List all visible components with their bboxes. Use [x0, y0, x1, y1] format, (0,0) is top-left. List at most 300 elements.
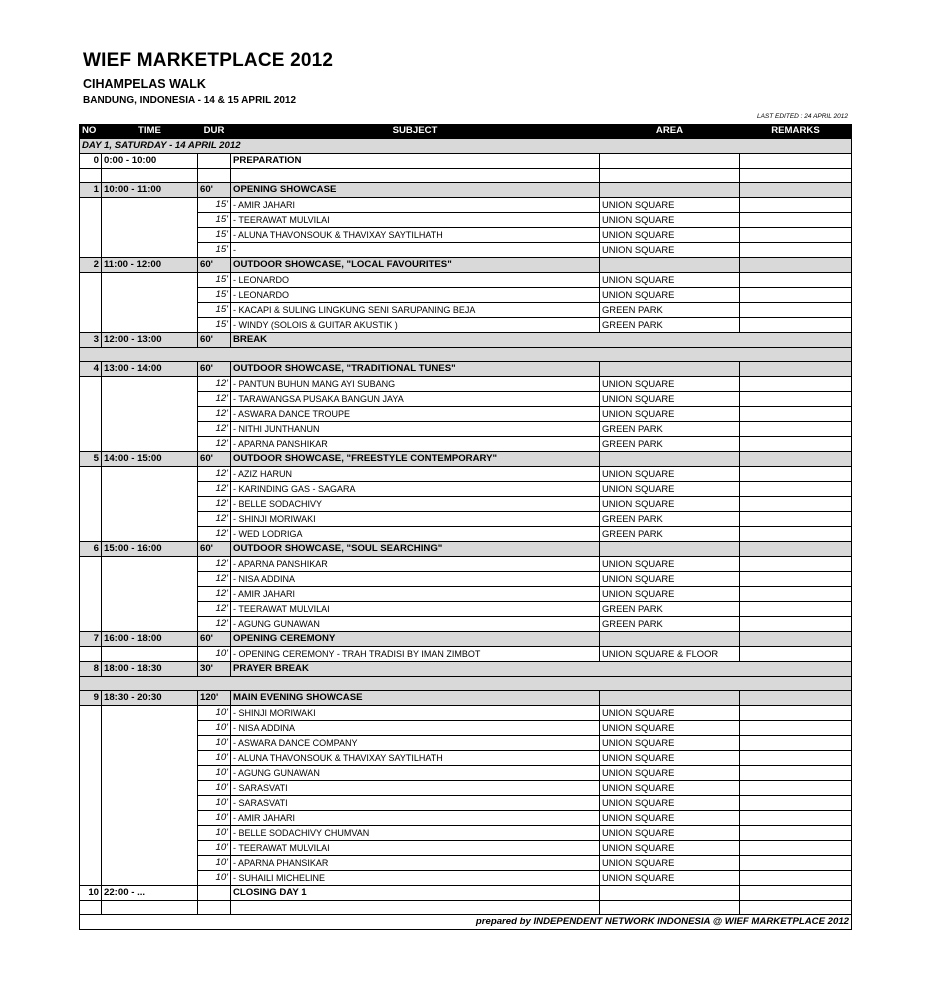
performance-subject: - KACAPI & SULING LINGKUNG SENI SARUPANING BEJA: [231, 303, 600, 318]
session-row: [80, 662, 852, 677]
performance-subject: -: [231, 243, 600, 258]
performance-subject: - TEERAWAT MULVILAI: [231, 841, 600, 856]
performance-subject: - WED LODRIGA: [231, 527, 600, 542]
performance-duration: 12': [198, 617, 231, 632]
col-header-subject: SUBJECT: [231, 124, 600, 139]
blank-no-cell: [80, 751, 102, 766]
performance-remarks: [740, 407, 852, 422]
performance-area: UNION SQUARE: [600, 781, 740, 796]
performance-remarks: [740, 557, 852, 572]
performance-duration: 10': [198, 751, 231, 766]
spacer-row: [80, 169, 852, 183]
blank-time-cell: [102, 736, 198, 751]
session-number: 9: [80, 691, 102, 706]
performance-area: UNION SQUARE: [600, 497, 740, 512]
performance-duration: 10': [198, 796, 231, 811]
blank-no-cell: [80, 407, 102, 422]
last-edited-note: LAST EDITED : 24 APRIL 2012: [756, 113, 848, 120]
session-area: [600, 362, 740, 377]
performance-duration: 12': [198, 407, 231, 422]
blank-time-cell: [102, 527, 198, 542]
blank-time-cell: [102, 288, 198, 303]
performance-area: UNION SQUARE: [600, 213, 740, 228]
performance-subject: - BELLE SODACHIVY: [231, 497, 600, 512]
performance-duration: 10': [198, 647, 231, 662]
session-duration: 120': [198, 691, 231, 706]
performance-row: [80, 422, 852, 437]
spacer-row: [80, 901, 852, 915]
performance-subject: - AGUNG GUNAWAN: [231, 617, 600, 632]
col-header-area: AREA: [600, 124, 740, 139]
performance-row: [80, 437, 852, 452]
performance-duration: 12': [198, 377, 231, 392]
performance-remarks: [740, 811, 852, 826]
performance-area: UNION SQUARE: [600, 557, 740, 572]
performance-area: UNION SQUARE: [600, 572, 740, 587]
session-area: [600, 183, 740, 198]
performance-subject: - PANTUN BUHUN MANG AYI SUBANG: [231, 377, 600, 392]
session-time: 18:00 - 18:30: [102, 662, 198, 677]
session-remarks: [740, 452, 852, 467]
session-time: 14:00 - 15:00: [102, 452, 198, 467]
performance-row: [80, 602, 852, 617]
performance-remarks: [740, 766, 852, 781]
session-time: 16:00 - 18:00: [102, 632, 198, 647]
performance-row: [80, 587, 852, 602]
performance-duration: 10': [198, 766, 231, 781]
performance-subject: - ALUNA THAVONSOUK & THAVIXAY SAYTILHATH: [231, 751, 600, 766]
session-number: 8: [80, 662, 102, 677]
performance-duration: 12': [198, 422, 231, 437]
blank-time-cell: [102, 841, 198, 856]
performance-duration: 10': [198, 781, 231, 796]
blank-no-cell: [80, 243, 102, 258]
performance-duration: 15': [198, 273, 231, 288]
performance-area: UNION SQUARE: [600, 198, 740, 213]
spacer-cell: [600, 901, 740, 915]
performance-area: UNION SQUARE: [600, 736, 740, 751]
session-area: [600, 452, 740, 467]
blank-no-cell: [80, 871, 102, 886]
session-area: [600, 258, 740, 273]
blank-time-cell: [102, 826, 198, 841]
performance-area: GREEN PARK: [600, 512, 740, 527]
performance-remarks: [740, 871, 852, 886]
performance-remarks: [740, 826, 852, 841]
session-time: 11:00 - 12:00: [102, 258, 198, 273]
blank-time-cell: [102, 213, 198, 228]
performance-row: [80, 721, 852, 736]
blank-time-cell: [102, 721, 198, 736]
venue-name: CIHAMPELAS WALK: [83, 77, 206, 91]
performance-duration: 10': [198, 856, 231, 871]
blank-time-cell: [102, 392, 198, 407]
performance-row: [80, 647, 852, 662]
blank-time-cell: [102, 811, 198, 826]
blank-no-cell: [80, 497, 102, 512]
blank-time-cell: [102, 482, 198, 497]
performance-remarks: [740, 796, 852, 811]
performance-area: UNION SQUARE: [600, 856, 740, 871]
document-title: WIEF MARKETPLACE 2012: [83, 50, 334, 71]
location-dates: BANDUNG, INDONESIA - 14 & 15 APRIL 2012: [83, 95, 297, 106]
session-subject: PREPARATION: [231, 154, 600, 169]
blank-no-cell: [80, 617, 102, 632]
session-area: [600, 886, 740, 901]
performance-subject: - APARNA PANSHIKAR: [231, 437, 600, 452]
performance-row: [80, 273, 852, 288]
performance-subject: - OPENING CEREMONY - TRAH TRADISI BY IMAN ZIMBOT: [231, 647, 600, 662]
spacer-cell: [740, 901, 852, 915]
performance-subject: - ASWARA DANCE COMPANY: [231, 736, 600, 751]
spacer-cell: [740, 169, 852, 183]
session-remarks: [740, 258, 852, 273]
performance-row: [80, 407, 852, 422]
performance-remarks: [740, 422, 852, 437]
performance-row: [80, 318, 852, 333]
blank-no-cell: [80, 826, 102, 841]
blank-no-cell: [80, 856, 102, 871]
blank-time-cell: [102, 407, 198, 422]
blank-time-cell: [102, 587, 198, 602]
blank-no-cell: [80, 198, 102, 213]
spacer-cell: [231, 169, 600, 183]
performance-area: UNION SQUARE: [600, 243, 740, 258]
performance-duration: 15': [198, 288, 231, 303]
blank-time-cell: [102, 198, 198, 213]
performance-row: [80, 198, 852, 213]
session-time: 13:00 - 14:00: [102, 362, 198, 377]
performance-area: GREEN PARK: [600, 422, 740, 437]
performance-area: GREEN PARK: [600, 602, 740, 617]
session-subject: OUTDOOR SHOWCASE, "SOUL SEARCHING": [231, 542, 600, 557]
performance-remarks: [740, 273, 852, 288]
performance-subject: - NISA ADDINA: [231, 572, 600, 587]
session-row: [80, 886, 852, 901]
performance-row: [80, 527, 852, 542]
blank-time-cell: [102, 781, 198, 796]
performance-subject: - SARASVATI: [231, 781, 600, 796]
session-time: 15:00 - 16:00: [102, 542, 198, 557]
blank-time-cell: [102, 318, 198, 333]
blank-time-cell: [102, 557, 198, 572]
blank-time-cell: [102, 856, 198, 871]
performance-row: [80, 617, 852, 632]
performance-duration: 15': [198, 318, 231, 333]
performance-duration: 12': [198, 602, 231, 617]
session-time: 12:00 - 13:00: [102, 333, 198, 348]
performance-remarks: [740, 572, 852, 587]
spacer-cell: [80, 677, 852, 691]
performance-row: [80, 482, 852, 497]
performance-remarks: [740, 377, 852, 392]
session-subject: OPENING CEREMONY: [231, 632, 600, 647]
performance-duration: 15': [198, 303, 231, 318]
session-number: 6: [80, 542, 102, 557]
performance-row: [80, 751, 852, 766]
session-area: [600, 632, 740, 647]
blank-no-cell: [80, 377, 102, 392]
performance-area: UNION SQUARE: [600, 467, 740, 482]
session-remarks: [740, 183, 852, 198]
performance-area: GREEN PARK: [600, 318, 740, 333]
blank-time-cell: [102, 243, 198, 258]
session-area: [600, 154, 740, 169]
blank-no-cell: [80, 482, 102, 497]
performance-duration: 12': [198, 512, 231, 527]
performance-remarks: [740, 243, 852, 258]
spacer-cell: [80, 901, 102, 915]
performance-remarks: [740, 482, 852, 497]
performance-area: UNION SQUARE: [600, 273, 740, 288]
performance-duration: 10': [198, 841, 231, 856]
performance-duration: 12': [198, 527, 231, 542]
blank-time-cell: [102, 467, 198, 482]
performance-row: [80, 467, 852, 482]
blank-time-cell: [102, 512, 198, 527]
performance-area: UNION SQUARE: [600, 288, 740, 303]
blank-no-cell: [80, 288, 102, 303]
performance-area: UNION SQUARE: [600, 796, 740, 811]
blank-time-cell: [102, 706, 198, 721]
blank-no-cell: [80, 228, 102, 243]
performance-area: UNION SQUARE: [600, 706, 740, 721]
blank-time-cell: [102, 751, 198, 766]
spacer-cell: [231, 901, 600, 915]
blank-no-cell: [80, 706, 102, 721]
performance-duration: 10': [198, 736, 231, 751]
performance-duration: 10': [198, 721, 231, 736]
performance-remarks: [740, 751, 852, 766]
performance-duration: 15': [198, 213, 231, 228]
performance-row: [80, 572, 852, 587]
session-row: [80, 542, 852, 557]
session-number: 10: [80, 886, 102, 901]
performance-row: [80, 213, 852, 228]
performance-row: [80, 392, 852, 407]
performance-subject: - SUHAILI MICHELINE: [231, 871, 600, 886]
blank-time-cell: [102, 766, 198, 781]
performance-area: UNION SQUARE: [600, 407, 740, 422]
session-time: 10:00 - 11:00: [102, 183, 198, 198]
session-area: [600, 542, 740, 557]
performance-row: [80, 512, 852, 527]
performance-subject: - SHINJI MORIWAKI: [231, 706, 600, 721]
day-label: DAY 1, SATURDAY - 14 APRIL 2012: [80, 139, 852, 154]
blank-no-cell: [80, 422, 102, 437]
performance-duration: 12': [198, 587, 231, 602]
performance-remarks: [740, 841, 852, 856]
performance-duration: 12': [198, 467, 231, 482]
performance-remarks: [740, 736, 852, 751]
blank-no-cell: [80, 467, 102, 482]
blank-time-cell: [102, 647, 198, 662]
col-header-time: TIME: [102, 124, 198, 139]
blank-no-cell: [80, 273, 102, 288]
performance-subject: - SHINJI MORIWAKI: [231, 512, 600, 527]
performance-remarks: [740, 437, 852, 452]
performance-remarks: [740, 721, 852, 736]
performance-area: UNION SQUARE: [600, 482, 740, 497]
session-duration: 60': [198, 258, 231, 273]
session-row: [80, 362, 852, 377]
session-subject: PRAYER BREAK: [231, 662, 852, 677]
blank-no-cell: [80, 318, 102, 333]
performance-subject: - ASWARA DANCE TROUPE: [231, 407, 600, 422]
schedule-table: [79, 124, 852, 930]
performance-subject: - BELLE SODACHIVY CHUMVAN: [231, 826, 600, 841]
blank-no-cell: [80, 796, 102, 811]
performance-area: GREEN PARK: [600, 303, 740, 318]
performance-area: UNION SQUARE & FLOOR: [600, 647, 740, 662]
performance-subject: - NISA ADDINA: [231, 721, 600, 736]
day-row: [80, 139, 852, 154]
blank-time-cell: [102, 572, 198, 587]
performance-remarks: [740, 497, 852, 512]
header-row: [80, 124, 852, 139]
performance-duration: 15': [198, 243, 231, 258]
blank-time-cell: [102, 228, 198, 243]
session-remarks: [740, 632, 852, 647]
blank-time-cell: [102, 303, 198, 318]
performance-row: [80, 288, 852, 303]
session-time: 22:00 - ...: [102, 886, 198, 901]
performance-remarks: [740, 527, 852, 542]
session-time: 0:00 - 10:00: [102, 154, 198, 169]
performance-subject: - AMIR JAHARI: [231, 587, 600, 602]
session-number: 4: [80, 362, 102, 377]
session-remarks: [740, 154, 852, 169]
performance-duration: 10': [198, 871, 231, 886]
performance-row: [80, 781, 852, 796]
blank-no-cell: [80, 766, 102, 781]
session-duration: [198, 154, 231, 169]
performance-remarks: [740, 587, 852, 602]
performance-subject: - TEERAWAT MULVILAI: [231, 602, 600, 617]
blank-no-cell: [80, 781, 102, 796]
performance-area: UNION SQUARE: [600, 811, 740, 826]
session-duration: 60': [198, 452, 231, 467]
performance-area: UNION SQUARE: [600, 841, 740, 856]
session-subject: CLOSING DAY 1: [231, 886, 600, 901]
performance-remarks: [740, 467, 852, 482]
spacer-cell: [102, 169, 198, 183]
performance-subject: - TEERAWAT MULVILAI: [231, 213, 600, 228]
session-duration: 60': [198, 632, 231, 647]
performance-row: [80, 303, 852, 318]
blank-time-cell: [102, 273, 198, 288]
performance-row: [80, 228, 852, 243]
performance-area: UNION SQUARE: [600, 826, 740, 841]
performance-subject: - AMIR JAHARI: [231, 811, 600, 826]
performance-remarks: [740, 647, 852, 662]
session-number: 2: [80, 258, 102, 273]
performance-subject: - AMIR JAHARI: [231, 198, 600, 213]
session-duration: 30': [198, 662, 231, 677]
performance-row: [80, 377, 852, 392]
performance-area: UNION SQUARE: [600, 392, 740, 407]
blank-no-cell: [80, 303, 102, 318]
performance-area: GREEN PARK: [600, 527, 740, 542]
performance-row: [80, 841, 852, 856]
spacer-cell: [198, 901, 231, 915]
performance-subject: - ALUNA THAVONSOUK & THAVIXAY SAYTILHATH: [231, 228, 600, 243]
blank-time-cell: [102, 422, 198, 437]
spacer-cell: [80, 169, 102, 183]
performance-subject: - LEONARDO: [231, 288, 600, 303]
blank-no-cell: [80, 437, 102, 452]
blank-no-cell: [80, 841, 102, 856]
performance-remarks: [740, 318, 852, 333]
blank-no-cell: [80, 721, 102, 736]
spacer-row: [80, 677, 852, 691]
session-duration: 60': [198, 183, 231, 198]
performance-remarks: [740, 303, 852, 318]
session-number: 3: [80, 333, 102, 348]
session-remarks: [740, 362, 852, 377]
session-row: [80, 183, 852, 198]
performance-area: UNION SQUARE: [600, 587, 740, 602]
performance-subject: - TARAWANGSA PUSAKA BANGUN JAYA: [231, 392, 600, 407]
session-remarks: [740, 886, 852, 901]
blank-time-cell: [102, 796, 198, 811]
performance-row: [80, 736, 852, 751]
performance-duration: 12': [198, 392, 231, 407]
blank-no-cell: [80, 392, 102, 407]
blank-time-cell: [102, 377, 198, 392]
performance-duration: 12': [198, 497, 231, 512]
session-subject: OPENING SHOWCASE: [231, 183, 600, 198]
session-row: [80, 452, 852, 467]
session-remarks: [740, 691, 852, 706]
performance-area: UNION SQUARE: [600, 751, 740, 766]
spacer-cell: [102, 901, 198, 915]
session-row: [80, 691, 852, 706]
performance-remarks: [740, 856, 852, 871]
performance-remarks: [740, 781, 852, 796]
performance-row: [80, 766, 852, 781]
blank-no-cell: [80, 602, 102, 617]
session-number: 5: [80, 452, 102, 467]
performance-row: [80, 557, 852, 572]
blank-time-cell: [102, 617, 198, 632]
session-duration: 60': [198, 542, 231, 557]
session-duration: 60': [198, 362, 231, 377]
footer-note: prepared by INDEPENDENT NETWORK INDONESIA @ WIEF MARKETPLACE 2012: [80, 915, 852, 930]
performance-area: UNION SQUARE: [600, 766, 740, 781]
performance-duration: 15': [198, 198, 231, 213]
performance-remarks: [740, 228, 852, 243]
session-row: [80, 258, 852, 273]
performance-row: [80, 796, 852, 811]
performance-subject: - LEONARDO: [231, 273, 600, 288]
performance-area: UNION SQUARE: [600, 377, 740, 392]
performance-duration: 10': [198, 706, 231, 721]
blank-no-cell: [80, 527, 102, 542]
session-subject: BREAK: [231, 333, 852, 348]
session-number: 1: [80, 183, 102, 198]
blank-no-cell: [80, 647, 102, 662]
blank-time-cell: [102, 437, 198, 452]
blank-time-cell: [102, 602, 198, 617]
blank-time-cell: [102, 497, 198, 512]
session-row: [80, 154, 852, 169]
performance-row: [80, 243, 852, 258]
col-header-remarks: REMARKS: [740, 124, 852, 139]
session-remarks: [740, 542, 852, 557]
session-number: 0: [80, 154, 102, 169]
session-duration: 60': [198, 333, 231, 348]
